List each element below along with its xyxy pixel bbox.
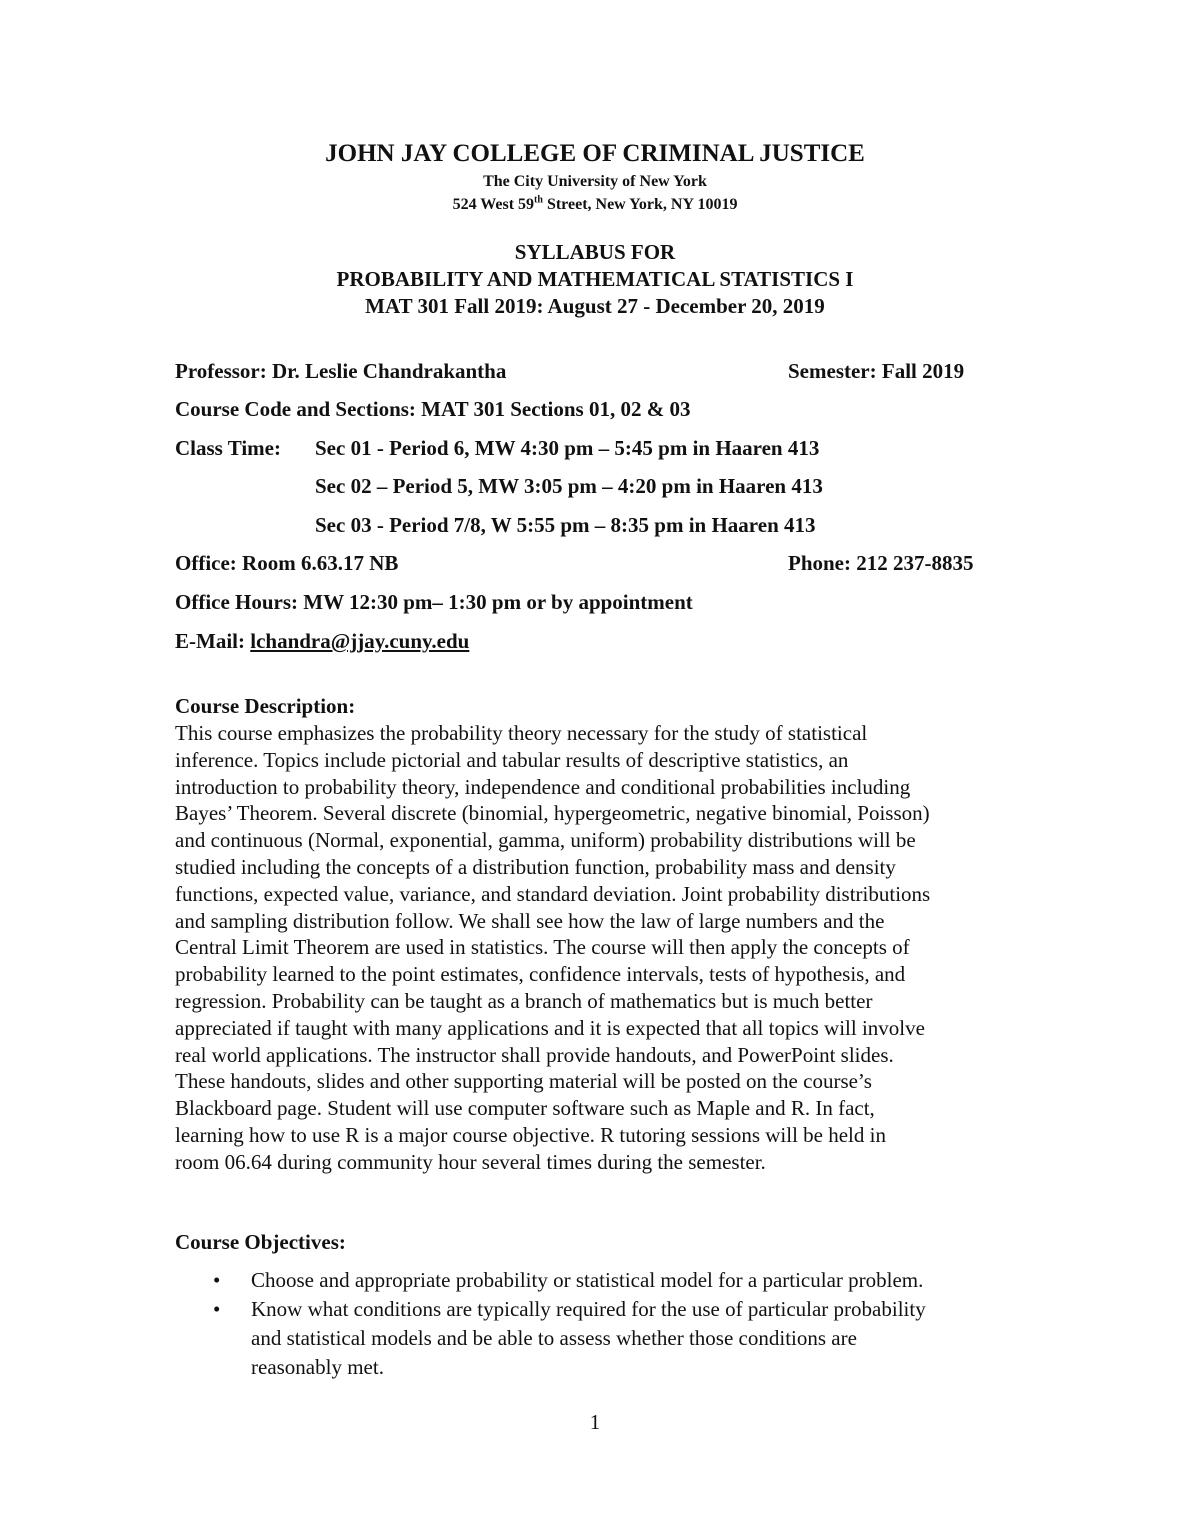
description-line: learning how to use R is a major course objective. R tutoring sessions will be held in [175, 1122, 886, 1147]
course-description-heading: Course Description: [175, 694, 356, 718]
description-line: Bayes’ Theorem. Several discrete (binomial, hypergeometric, negative binomial, Poisson) [175, 801, 930, 826]
email-row [175, 629, 469, 654]
objective-line: Choose and appropriate probability or statistical model for a particular problem. [251, 1268, 924, 1292]
office: Office: Room 6.63.17 NB [175, 551, 399, 575]
description-line: inference. Topics include pictorial and tabular results of descriptive statistics, an [175, 747, 849, 772]
college-name: JOHN JAY COLLEGE OF CRIMINAL JUSTICE [325, 140, 865, 167]
description-line: introduction to probability theory, independence and conditional probabilities including [175, 774, 911, 799]
address-pre: 524 West 59 [452, 196, 535, 213]
description-line: Blackboard page. Student will use computer software such as Maple and R. In fact, [175, 1096, 875, 1121]
description-line: These handouts, slides and other supporting material will be posted on the course’s [175, 1069, 872, 1094]
bullet-icon: • [213, 1268, 221, 1292]
professor: Professor: Dr. Leslie Chandrakantha [175, 359, 507, 383]
syllabus-title-line2: PROBABILITY AND MATHEMATICAL STATISTICS I [336, 267, 854, 291]
description-line: and continuous (Normal, exponential, gamma, uniform) probability distributions will be [175, 828, 916, 853]
section-01-time: Sec 01 - Period 6, MW 4:30 pm – 5:45 pm in Haaren 413 [315, 436, 820, 460]
semester: Semester: Fall 2019 [788, 359, 965, 383]
description-line: regression. Probability can be taught as a branch of mathematics but is much better [175, 988, 873, 1013]
description-line: studied including the concepts of a distribution function, probability mass and density [175, 854, 896, 879]
description-line: probability learned to the point estimates, confidence intervals, tests of hypothesis, and [175, 962, 906, 987]
address-sup: th [534, 194, 543, 206]
college-address [0, 196, 1190, 214]
section-03-time: Sec 03 - Period 7/8, W 5:55 pm – 8:35 pm in Haaren 413 [315, 513, 816, 537]
description-line: appreciated if taught with many applications and it is expected that all topics will involve [175, 1015, 925, 1040]
objective-item [175, 1266, 1025, 1295]
section-02-time: Sec 02 – Period 5, MW 3:05 pm – 4:20 pm in Haaren 413 [315, 474, 823, 498]
course-objectives-heading: Course Objectives: [175, 1230, 346, 1254]
office-hours: Office Hours: MW 12:30 pm– 1:30 pm or by appointment [175, 590, 693, 614]
description-line: functions, expected value, variance, and standard deviation. Joint probability distributions [175, 881, 931, 906]
syllabus-title-line1: SYLLABUS FOR [514, 240, 676, 264]
objectives-list [175, 1266, 1025, 1382]
address-post: Street, New York, NY 10019 [542, 196, 738, 213]
page-number: 1 [589, 1410, 601, 1434]
objective-line: Know what conditions are typically required for the use of particular probability [251, 1297, 926, 1321]
description-line: Central Limit Theorem are used in statistics. The course will then apply the concepts of [175, 935, 910, 960]
bullet-icon: • [213, 1297, 221, 1321]
description-line: This course emphasizes the probability theory necessary for the study of statistical [175, 721, 868, 745]
description-line: room 06.64 during community hour several times during the semester. [175, 1149, 766, 1174]
email-label: E-Mail: [175, 629, 251, 653]
objective-item [175, 1295, 1025, 1382]
objective-line: reasonably met. [251, 1355, 384, 1379]
course-code: Course Code and Sections: MAT 301 Sections 01, 02 & 03 [175, 397, 691, 421]
university-name: The City University of New York [483, 173, 707, 190]
description-line: real world applications. The instructor shall provide handouts, and PowerPoint slides. [175, 1042, 894, 1067]
course-description-body [175, 720, 1025, 1176]
email-link[interactable]: lchandra@jjay.cuny.edu [250, 629, 470, 653]
phone: Phone: 212 237-8835 [788, 551, 974, 575]
description-line: and sampling distribution follow. We shall see how the law of large numbers and the [175, 908, 885, 933]
syllabus-title-line3: MAT 301 Fall 2019: August 27 - December 20, 2019 [365, 294, 825, 318]
class-time-label: Class Time: [175, 436, 281, 460]
objective-line: and statistical models and be able to assess whether those conditions are [251, 1326, 857, 1350]
